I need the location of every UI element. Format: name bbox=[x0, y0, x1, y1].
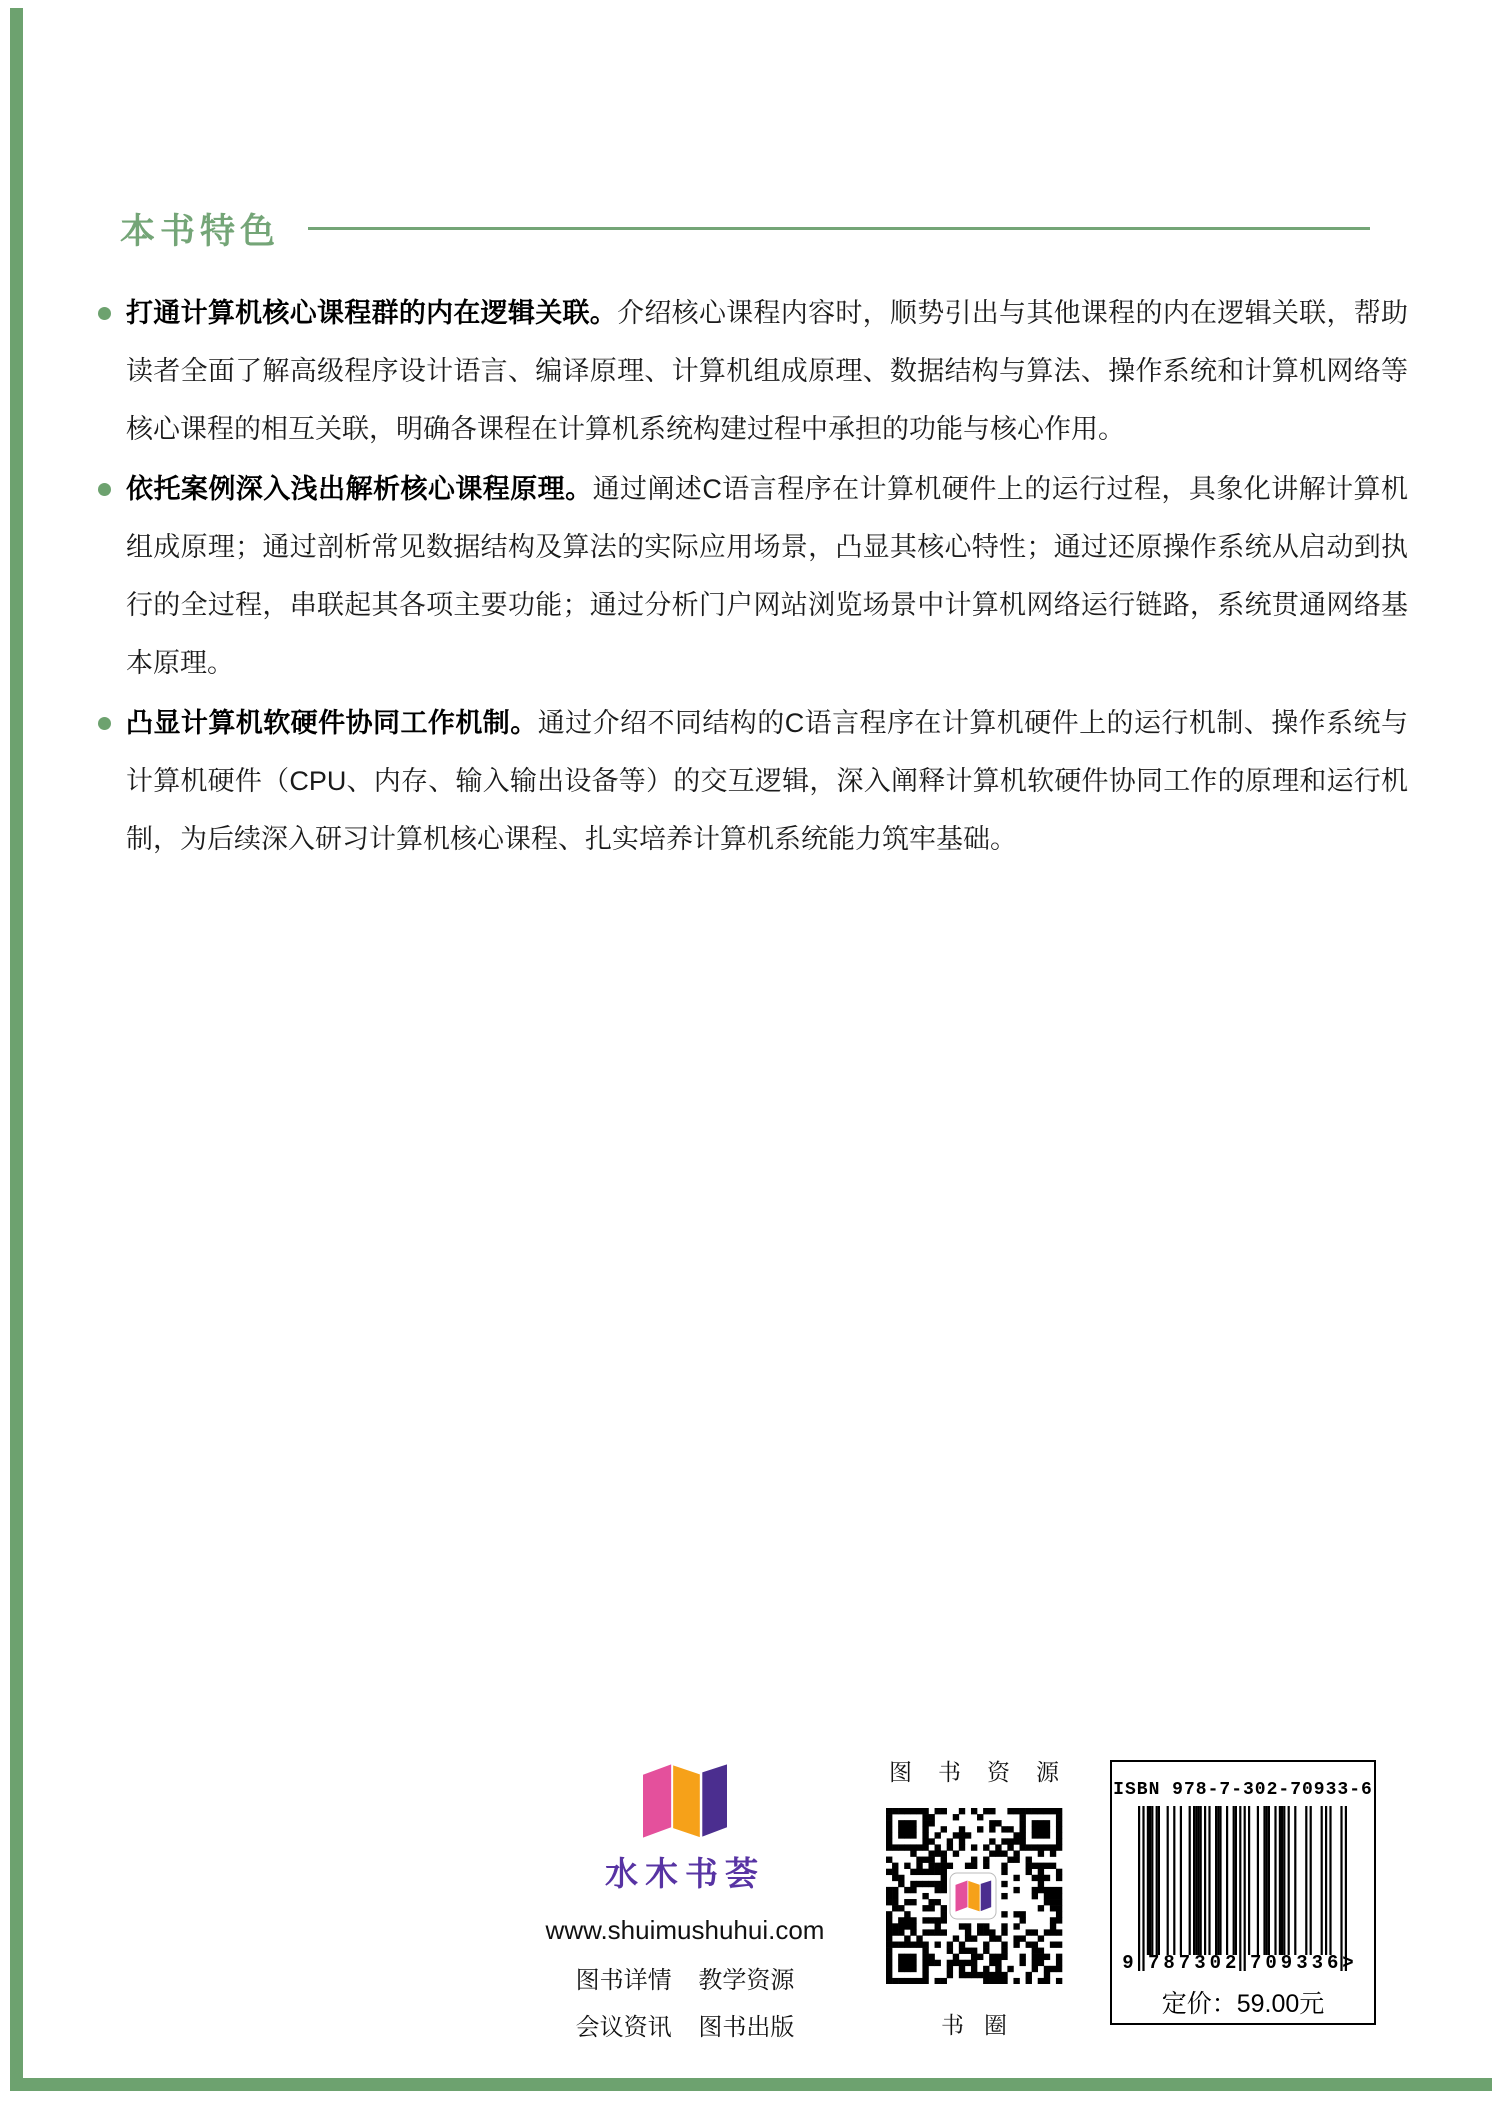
feature-list bbox=[96, 284, 1408, 870]
publisher-block bbox=[540, 1764, 830, 2042]
publisher-link: 教学资源 bbox=[698, 1967, 795, 1994]
feature-body-text: 通过阐述C语言程序在计算机硬件上的运行过程，具象化讲解计算机组成原理；通过剖析常见数据结构及算法的实际应用场景，凸显其核心特性；通过还原操作系统从启动到执行的全过程，串联起其各项主要功能；通过分析门户网站浏览场景中计算机网络运行链路，系统贯通网络基本原理。 bbox=[126, 474, 1408, 678]
bullet-dot-icon bbox=[98, 307, 111, 320]
barcode-digit-tail: > bbox=[1342, 1952, 1354, 1974]
publisher-website: www.shuimushuhui.com bbox=[545, 1915, 825, 1945]
section-title: 本书特色 bbox=[120, 212, 281, 251]
publisher-link: 图书详情 bbox=[575, 1967, 672, 1994]
feature-bold-text: 依托案例深入浅出解析核心课程原理。 bbox=[126, 474, 593, 504]
publisher-name: 水木书荟 bbox=[605, 1857, 765, 1893]
feature-bold-text: 打通计算机核心课程群的内在逻辑关联。 bbox=[126, 298, 618, 328]
feature-bold-text: 凸显计算机软硬件协同工作机制。 bbox=[126, 708, 538, 738]
publisher-link: 会议资讯 bbox=[575, 2014, 672, 2041]
publisher-links-row bbox=[540, 2007, 830, 2042]
qr-title: 图书资源 bbox=[889, 1759, 1085, 1785]
isbn-box bbox=[1110, 1760, 1376, 2025]
barcode-digits bbox=[1122, 1952, 1354, 1976]
feature-item bbox=[96, 284, 1408, 458]
barcode-digit-group: 709336 bbox=[1250, 1952, 1343, 1974]
bottom-edge-bar bbox=[10, 2078, 1492, 2091]
barcode-image bbox=[1138, 1806, 1348, 1973]
barcode bbox=[1122, 1806, 1354, 1976]
bullet-dot-icon bbox=[98, 483, 111, 496]
bullet-dot-icon bbox=[98, 717, 111, 730]
feature-item bbox=[96, 694, 1408, 868]
section-title-rule bbox=[308, 227, 1370, 230]
publisher-logo-icon bbox=[643, 1764, 727, 1838]
qr-caption: 书圈 bbox=[941, 2012, 1027, 2038]
qr-block bbox=[885, 1754, 1085, 2040]
left-edge-bar bbox=[10, 8, 23, 2078]
barcode-digit-group: 787302 bbox=[1148, 1952, 1241, 1974]
price-label: 定价：59.00元 bbox=[1161, 1990, 1325, 2018]
barcode-digit-lead: 9 bbox=[1122, 1952, 1134, 1974]
isbn-number: ISBN 978-7-302-70933-6 bbox=[1113, 1780, 1373, 1800]
feature-body-text: 通过介绍不同结构的C语言程序在计算机硬件上的运行机制、操作系统与计算机硬件（CPU、内存、输入输出设备等）的交互逻辑，深入阐释计算机软硬件协同工作的原理和运行机制，为后续深入研习计算机核心课程、扎实培养计算机系统能力筑牢基础。 bbox=[126, 708, 1408, 854]
publisher-link: 图书出版 bbox=[698, 2014, 795, 2041]
feature-item bbox=[96, 460, 1408, 692]
feature-body-text: 介绍核心课程内容时，顺势引出与其他课程的内在逻辑关联，帮助读者全面了解高级程序设计语言、编译原理、计算机组成原理、数据结构与算法、操作系统和计算机网络等核心课程的相互关联，明确各课程在计算机系统构建过程中承担的功能与核心作用。 bbox=[126, 298, 1409, 444]
publisher-links-row bbox=[540, 1960, 830, 1995]
qr-code-image bbox=[885, 1808, 1063, 1984]
